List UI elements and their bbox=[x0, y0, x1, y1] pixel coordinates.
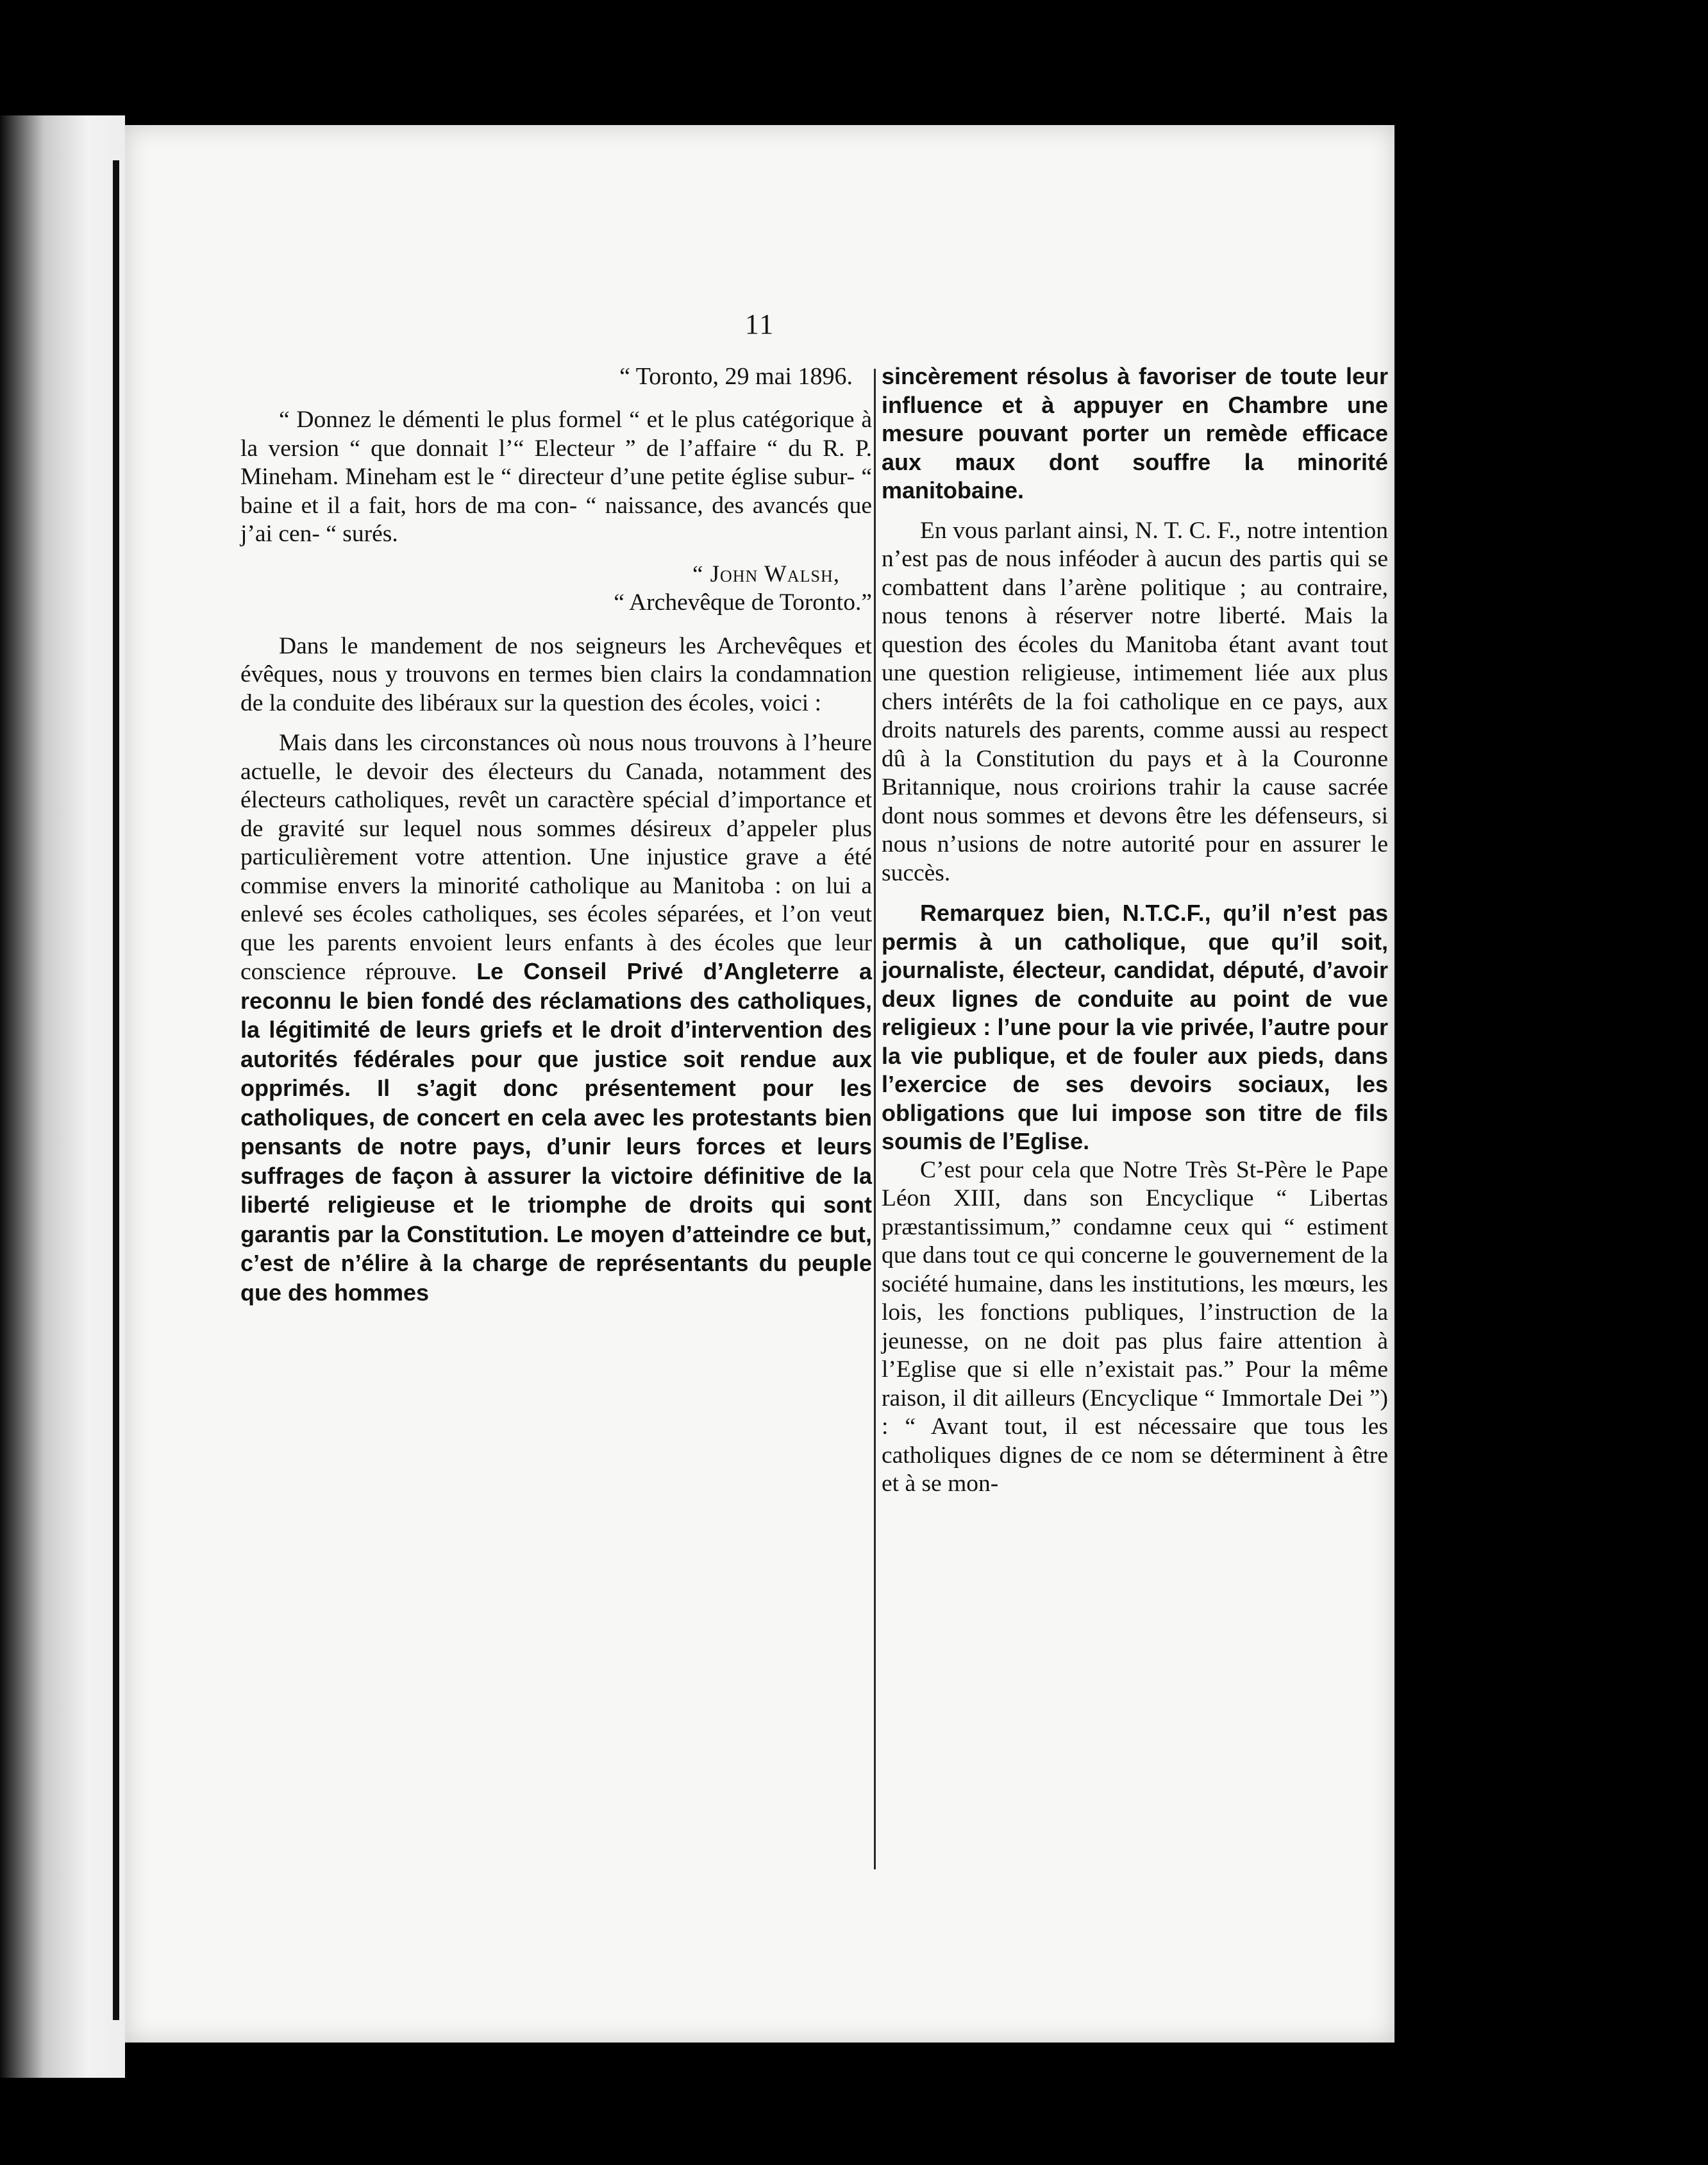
page-number: 11 bbox=[744, 308, 775, 340]
mandement-quote-bold-text: Le Conseil Privé d’Angleterre a reconnu le bien fondé des réclamations des catholiques, la légitimité de leurs griefs et le droit d’intervention des autorités fédérales pour que justice soit rendue aux opprimés. Il s’agit donc présentement pour les catholiques, de concert en cela avec les protestants bien pensants de notre pays, d’unir leurs forces et leurs suffrages de façon à assurer la victoire définitive de la liberté religieuse et le triomphe de droits qui sont garantis par la Constitution. Le moyen d’atteindre ce but, c’est de n’élire à la charge de représentants du peuple que des hommes bbox=[240, 958, 872, 1306]
continued-bold-quote: sincèrement résolus à favoriser de toute leur influence et à appuyer en Chambre une mesure pouvant porter un remède efficace aux maux dont souffre la minorité manitobaine. bbox=[882, 363, 1388, 503]
column-divider bbox=[874, 369, 876, 1869]
paragraph-remarquez-bien: Remarquez bien, N.T.C.F., qu’il n’est pas permis à un catholique, que qu’il soit, journaliste, électeur, candidat, député, d’avoir deux lignes de conduite au point de vue religieux : l’une pour la vie privée, l’autre pour la vie publique, et de fouler aux pieds, dans l’exercice de ses devoirs sociaux, les obligations que lui impose son titre de fils soumis de l’Eglise. bbox=[882, 900, 1388, 1154]
mandement-quote-regular bbox=[240, 729, 872, 1308]
right-column bbox=[882, 362, 1388, 1499]
binding-edge-line bbox=[113, 160, 119, 2020]
letter-signature-title: “ Archevêque de Toronto.” bbox=[614, 589, 872, 616]
document-page bbox=[125, 125, 1394, 2043]
paragraph-notre-intention: En vous parlant ainsi, N. T. C. F., notre intention n’est pas de nous inféoder à aucun des partis qui se combattent dans l’arène politique ; au contraire, nous tenons à réserver notre liberté. Mais la question des écoles du Manitoba étant avant tout une question religieuse, intimement liée aux plus chers intérêts de la foi catholique en ce pays, aux droits naturels des parents, comme aussi au respect dû à la Constitution du pays et à la Couronne Britannique, nous croirions trahir la cause sacrée dont nous sommes et devons être les défenseurs, si nous n’usions de notre autorité pour en assurer le succès. bbox=[882, 517, 1388, 886]
mandement-quote-regular-text: Mais dans les circonstances où nous nous trouvons à l’heure actuelle, le devoir des électeurs du Canada, notamment des électeurs catholiques, revêt un caractère spécial d’importance et de gravité sur lequel nous sommes désireux d’appeler plus particulièrement votre attention. Une injustice grave a été commise envers la minorité catholique au Manitoba : on lui a enlevé ses écoles catholiques, ses écoles séparées, et l’on veut que les parents envoient leurs enfants à des écoles que leur conscience réprouve. bbox=[240, 730, 872, 985]
letter-signature-name: “ John Walsh, bbox=[692, 560, 840, 587]
letter-dateline: “ Toronto, 29 mai 1896. bbox=[619, 363, 853, 390]
intro-paragraph: Dans le mandement de nos seigneurs les Archevêques et évêques, nous y trouvons en termes bien clairs la condamnation de la conduite des libéraux sur la question des écoles, voici : bbox=[240, 632, 872, 716]
letter-body: “ Donnez le démenti le plus formel “ et le plus catégorique à la version “ que donnait l’“ Electeur ” de l’affaire “ du R. P. Mineham. Mineham est le “ directeur d’une petite église subur- “ baine et il a fait, hors de ma con- “ naissance, des avancés que j’ai cen- “ surés. bbox=[240, 407, 872, 547]
adjacent-page-edge bbox=[0, 115, 125, 2078]
left-column bbox=[240, 362, 872, 1308]
paragraph-encyclique: C’est pour cela que Notre Très St-Père le Pape Léon XIII, dans son Encyclique “ Libertas præstantissimum,” condamne ceux qui “ estiment que dans tout ce qui concerne le gouvernement de la société humaine, dans les institutions, les mœurs, les lois, les fonctions publiques, l’instruction de la jeunesse, on ne doit pas plus faire attention à l’Eglise que si elle n’existait pas.” Pour la même raison, il dit ailleurs (Encyclique “ Immortale Dei ”) : “ Avant tout, il est nécessaire que tous les catholiques dignes de ce nom se déterminent à être et à se mon- bbox=[882, 1156, 1388, 1497]
